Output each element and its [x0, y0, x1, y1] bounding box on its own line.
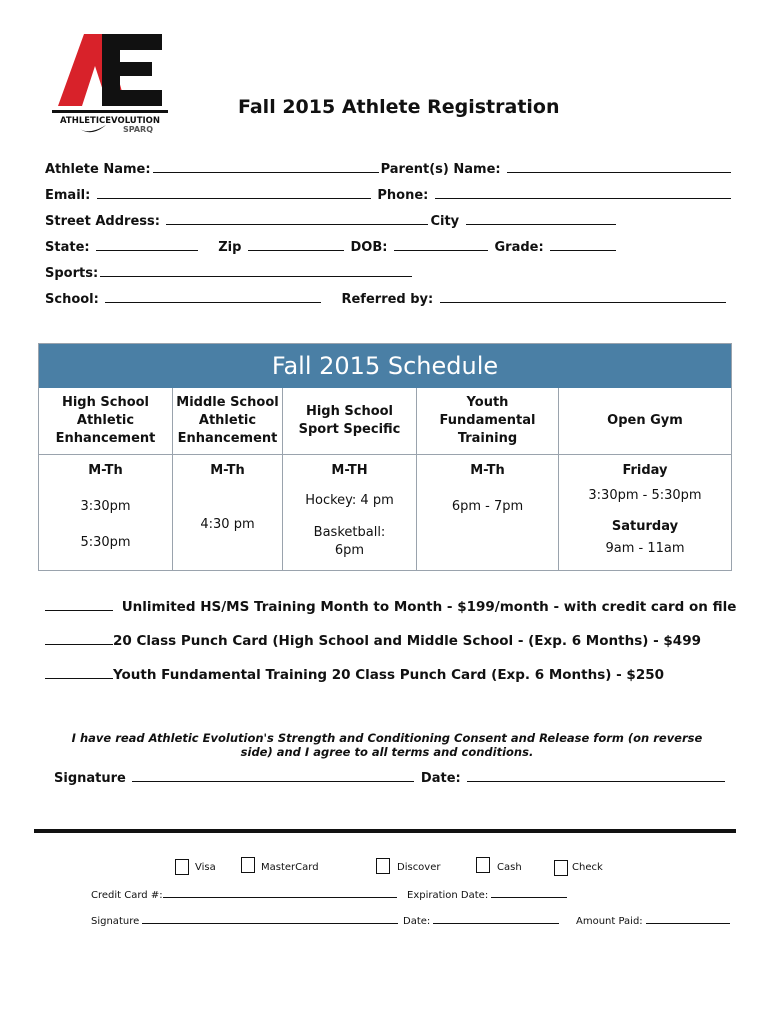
school-field[interactable] [105, 290, 321, 303]
schedule-col-hs-athletic [39, 388, 173, 570]
schedule-time: Basketball: [313, 525, 386, 540]
option-unlimited-field[interactable] [45, 598, 113, 611]
signature-row [54, 769, 727, 786]
email-label: Email: [45, 188, 91, 203]
parent-name-field[interactable] [507, 160, 731, 173]
street-field[interactable] [166, 212, 428, 225]
referred-field[interactable] [440, 290, 726, 303]
grade-field[interactable] [550, 238, 616, 251]
city-field[interactable] [466, 212, 616, 225]
signature-field[interactable] [132, 769, 414, 782]
amount-paid-field[interactable] [646, 914, 730, 924]
divider [34, 829, 736, 833]
schedule-days: M-Th [470, 463, 505, 478]
row-sports [45, 264, 414, 281]
city-label: City [430, 214, 460, 229]
schedule-title: Fall 2015 Schedule [39, 344, 731, 388]
payment-signature-field[interactable] [142, 914, 398, 924]
payment-date-row [403, 914, 559, 927]
grade-label: Grade: [494, 240, 544, 255]
schedule-col-hs-sport [283, 388, 417, 570]
dob-field[interactable] [394, 238, 488, 251]
schedule-days: Saturday [611, 519, 679, 534]
option-punch-youth-field[interactable] [45, 666, 113, 679]
row-email [45, 186, 733, 203]
state-field[interactable] [96, 238, 198, 251]
schedule-time: 3:30pm [80, 499, 131, 514]
referred-label: Referred by: [341, 292, 434, 307]
check-label: Check [572, 862, 603, 873]
schedule-time: 3:30pm - 5:30pm [588, 488, 702, 503]
logo-brand-text: ATHLETICEVOLUTION [59, 116, 161, 126]
credit-card-field[interactable] [163, 888, 397, 898]
schedule-days: M-Th [88, 463, 123, 478]
schedule-time: 5:30pm [80, 535, 131, 550]
expiration-label: Expiration Date: [407, 890, 489, 901]
schedule-time: Hockey: 4 pm [305, 493, 394, 508]
mastercard-label: MasterCard [261, 862, 319, 873]
schedule-col-head: High School Athletic Enhancement [39, 388, 172, 455]
discover-checkbox[interactable] [376, 858, 390, 874]
schedule-col-head: Open Gym [559, 388, 731, 455]
phone-field[interactable] [435, 186, 731, 199]
check-checkbox[interactable] [554, 860, 568, 876]
option-unlimited: Unlimited HS/MS Training Month to Month - $199/month - with credit card on file [45, 598, 736, 615]
schedule-table [38, 343, 732, 571]
date-field[interactable] [467, 769, 725, 782]
expiration-field[interactable] [491, 888, 567, 898]
cash-label: Cash [497, 862, 522, 873]
schedule-col-head: Youth Fundamental Training [417, 388, 558, 455]
row-address [45, 212, 618, 229]
option-punch-hs-ms-field[interactable] [45, 632, 113, 645]
expiration-row [407, 888, 567, 901]
phone-label: Phone: [377, 188, 429, 203]
row-state [45, 238, 618, 255]
email-field[interactable] [97, 186, 371, 199]
schedule-days: M-Th [210, 463, 245, 478]
date-label: Date: [420, 771, 461, 786]
schedule-col-ms-athletic [173, 388, 283, 570]
visa-label: Visa [195, 862, 216, 873]
state-label: State: [45, 240, 90, 255]
schedule-time: 6pm [334, 543, 365, 558]
dob-label: DOB: [350, 240, 388, 255]
consent-text: I have read Athletic Evolution's Strength and Conditioning Consent and Release form (on reverse side) and I agree to all terms and conditions. [71, 731, 703, 759]
discover-label: Discover [397, 862, 441, 873]
payment-date-label: Date: [403, 916, 431, 927]
signature-label: Signature [54, 771, 126, 786]
athlete-name-field[interactable] [153, 160, 379, 173]
schedule-days: M-TH [331, 463, 368, 478]
schedule-col-head: Middle School Athletic Enhancement [173, 388, 282, 455]
cash-checkbox[interactable] [476, 857, 490, 873]
payment-signature-label: Signature [91, 916, 140, 927]
schedule-col-open-gym [559, 388, 731, 570]
logo-sub-text: SPARQ [122, 125, 154, 134]
street-label: Street Address: [45, 214, 160, 229]
schedule-time: 9am - 11am [605, 541, 685, 556]
sports-field[interactable] [100, 264, 412, 277]
mastercard-checkbox[interactable] [241, 857, 255, 873]
credit-card-label: Credit Card #: [91, 890, 163, 901]
visa-checkbox[interactable] [175, 859, 189, 875]
payment-signature-row [91, 914, 398, 927]
option-punch-hs-ms: 20 Class Punch Card (High School and Middle School - (Exp. 6 Months) - $499 [45, 632, 701, 649]
schedule-time: 4:30 pm [200, 517, 255, 532]
zip-label: Zip [218, 240, 242, 255]
athlete-name-label: Athlete Name: [45, 162, 151, 177]
amount-paid-row [576, 914, 730, 927]
payment-date-field[interactable] [433, 914, 559, 924]
schedule-col-head: High School Sport Specific [283, 388, 416, 455]
row-school [45, 290, 728, 307]
schedule-col-youth [417, 388, 559, 570]
zip-field[interactable] [248, 238, 344, 251]
row-athlete [45, 160, 733, 177]
schedule-time: 6pm - 7pm [451, 499, 524, 514]
school-label: School: [45, 292, 99, 307]
sports-label: Sports: [45, 266, 99, 281]
credit-card-row [91, 888, 397, 901]
parent-name-label: Parent(s) Name: [380, 162, 501, 177]
athletic-evolution-logo [50, 28, 170, 138]
schedule-days: Friday [622, 463, 668, 478]
amount-paid-label: Amount Paid: [576, 916, 643, 927]
option-punch-youth: Youth Fundamental Training 20 Class Punch Card (Exp. 6 Months) - $250 [45, 666, 664, 683]
page-title: Fall 2015 Athlete Registration [238, 96, 560, 118]
